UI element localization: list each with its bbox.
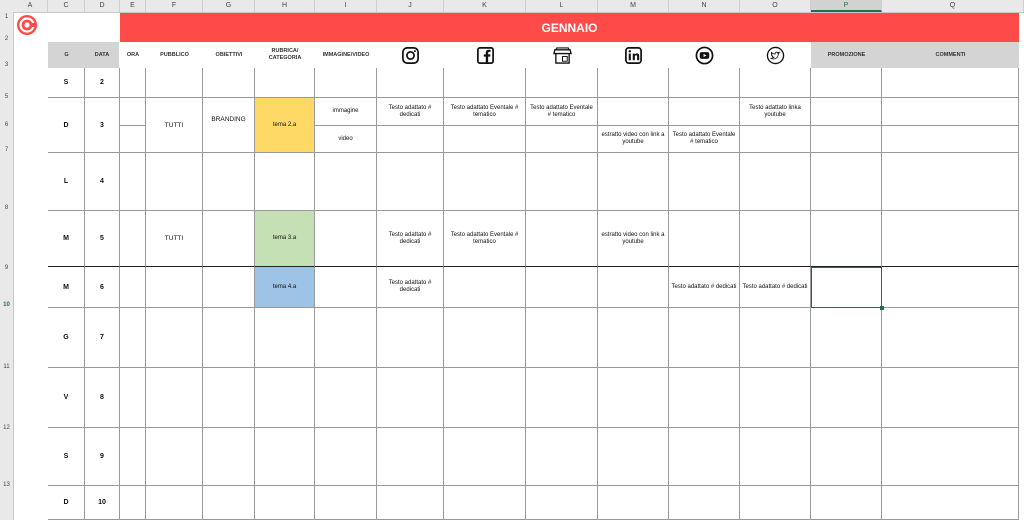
row-6-pubblico[interactable] <box>146 308 203 368</box>
row-9-facebook[interactable] <box>444 486 526 520</box>
row-6-youtube[interactable] <box>669 308 740 368</box>
row-3-linkedin[interactable] <box>598 153 669 211</box>
row-1-promozione[interactable] <box>811 68 882 98</box>
row-2-ora-1[interactable] <box>120 98 146 126</box>
row-9-linkedin[interactable] <box>598 486 669 520</box>
row-6-twitter[interactable] <box>740 308 811 368</box>
row-1-date[interactable]: 2 <box>85 68 120 98</box>
row-8-linkedin[interactable] <box>598 428 669 486</box>
row-1-facebook[interactable] <box>444 68 526 98</box>
row-7-twitter[interactable] <box>740 368 811 428</box>
row-1-rubrica[interactable] <box>255 68 315 98</box>
row-8-day[interactable]: S <box>48 428 85 486</box>
row-2-linkedin-2[interactable]: estratto video con link a youtube <box>598 126 669 153</box>
row-3-promozione[interactable] <box>811 153 882 211</box>
row-3-pubblico[interactable] <box>146 153 203 211</box>
row-3-instagram[interactable] <box>377 153 444 211</box>
row-3-obiettivi[interactable] <box>203 153 255 211</box>
row-7-linkedin[interactable] <box>598 368 669 428</box>
row-1-twitter[interactable] <box>740 68 811 98</box>
row-8-twitter[interactable] <box>740 428 811 486</box>
row-2-date[interactable]: 3 <box>85 98 120 153</box>
column-letter-f[interactable]: F <box>146 0 203 12</box>
column-letter-q[interactable]: Q <box>882 0 1024 12</box>
row-4-day[interactable]: M <box>48 211 85 267</box>
row-4-facebook[interactable]: Testo adattato Eventale # tematico <box>444 211 526 267</box>
row-5-linkedin[interactable] <box>598 267 669 308</box>
row-7-date[interactable]: 8 <box>85 368 120 428</box>
row-3-immagine[interactable] <box>315 153 377 211</box>
row-2-commenti-2[interactable] <box>882 126 1019 153</box>
row-4-google[interactable] <box>526 211 598 267</box>
header-audience[interactable]: PUBBLICO <box>160 51 189 58</box>
row-5-obiettivi[interactable] <box>203 267 255 308</box>
row-9-google[interactable] <box>526 486 598 520</box>
instagram-icon[interactable] <box>377 42 444 68</box>
linkedin-icon[interactable] <box>598 42 669 68</box>
row-5-date[interactable]: 6 <box>85 267 120 308</box>
row-3-date[interactable]: 4 <box>85 153 120 211</box>
row-2-day[interactable]: D <box>48 98 85 153</box>
column-header-bar <box>0 0 1024 13</box>
row-8-ora[interactable] <box>120 428 146 486</box>
row-8-date[interactable]: 9 <box>85 428 120 486</box>
row-7-ora[interactable] <box>120 368 146 428</box>
twitter-icon[interactable] <box>740 42 811 68</box>
row-7-youtube[interactable] <box>669 368 740 428</box>
row-number-6[interactable]: 6 <box>4 122 9 128</box>
column-letter-c[interactable]: C <box>48 0 85 12</box>
header-time[interactable]: ORA <box>126 51 140 58</box>
header-day[interactable]: G <box>48 42 85 68</box>
column-letter-k[interactable]: K <box>444 0 526 12</box>
row-7-facebook[interactable] <box>444 368 526 428</box>
row-4-instagram[interactable]: Testo adattato # dedicati <box>377 211 444 267</box>
column-letter-o[interactable]: O <box>740 0 811 12</box>
row-number-9[interactable]: 9 <box>4 265 9 271</box>
row-6-instagram[interactable] <box>377 308 444 368</box>
column-letter-d[interactable]: D <box>85 0 120 12</box>
row-7-instagram[interactable] <box>377 368 444 428</box>
row-9-rubrica[interactable] <box>255 486 315 520</box>
column-letter-h[interactable]: H <box>255 0 315 12</box>
row-6-day[interactable]: G <box>48 308 85 368</box>
row-4-ora[interactable] <box>120 211 146 267</box>
row-8-instagram[interactable] <box>377 428 444 486</box>
column-letter-l[interactable]: L <box>526 0 598 12</box>
row-9-immagine[interactable] <box>315 486 377 520</box>
row-4-linkedin[interactable]: estratto video con link a youtube <box>598 211 669 267</box>
column-letter-j[interactable]: J <box>377 0 444 12</box>
row-5-google[interactable] <box>526 267 598 308</box>
row-1-day[interactable]: S <box>48 68 85 98</box>
row-6-promozione[interactable] <box>811 308 882 368</box>
row-6-immagine[interactable] <box>315 308 377 368</box>
row-5-facebook[interactable] <box>444 267 526 308</box>
row-1-obiettivi[interactable] <box>203 68 255 98</box>
row-8-youtube[interactable] <box>669 428 740 486</box>
row-6-facebook[interactable] <box>444 308 526 368</box>
header-media[interactable]: IMMAGINE/VIDEO <box>322 51 370 58</box>
row-number-1[interactable]: 1 <box>4 14 9 20</box>
row-number-11[interactable]: 11 <box>3 364 10 370</box>
row-5-commenti[interactable] <box>882 267 1019 308</box>
row-2-instagram-1[interactable]: Testo adattato # dedicati <box>377 98 444 126</box>
row-6-obiettivi[interactable] <box>203 308 255 368</box>
row-number-8[interactable]: 8 <box>4 205 9 211</box>
row-1-google[interactable] <box>526 68 598 98</box>
row-9-youtube[interactable] <box>669 486 740 520</box>
row-6-commenti[interactable] <box>882 308 1019 368</box>
row-9-promozione[interactable] <box>811 486 882 520</box>
row-7-promozione[interactable] <box>811 368 882 428</box>
row-3-rubrica[interactable] <box>255 153 315 211</box>
row-9-date[interactable]: 10 <box>85 486 120 520</box>
column-letter-p[interactable]: P <box>811 0 882 12</box>
row-2-youtube-1[interactable] <box>669 98 740 126</box>
row-4-date[interactable]: 5 <box>85 211 120 267</box>
row-5-category[interactable]: tema 4.a <box>255 267 315 308</box>
column-letter-a[interactable]: A <box>13 0 48 12</box>
row-4-youtube[interactable] <box>669 211 740 267</box>
row-8-pubblico[interactable] <box>146 428 203 486</box>
header-category[interactable]: RUBRICA/ CATEGORIA <box>268 48 302 61</box>
header-objectives[interactable]: OBIETTIVI <box>215 51 243 58</box>
row-1-immagine[interactable] <box>315 68 377 98</box>
row-5-twitter[interactable]: Testo adattato # dedicati <box>740 267 811 308</box>
row-3-google[interactable] <box>526 153 598 211</box>
row-7-obiettivi[interactable] <box>203 368 255 428</box>
row-5-ora[interactable] <box>120 267 146 308</box>
row-9-instagram[interactable] <box>377 486 444 520</box>
youtube-icon[interactable] <box>669 42 740 68</box>
header-promotion[interactable]: PROMOZIONE <box>811 42 882 68</box>
row-5-immagine[interactable] <box>315 267 377 308</box>
row-number-7[interactable]: 7 <box>4 147 9 153</box>
column-letter-e[interactable]: E <box>120 0 146 12</box>
row-8-promozione[interactable] <box>811 428 882 486</box>
row-7-google[interactable] <box>526 368 598 428</box>
row-2-promozione-1[interactable] <box>811 98 882 126</box>
row-9-commenti[interactable] <box>882 486 1019 520</box>
row-5-instagram[interactable]: Testo adattato # dedicati <box>377 267 444 308</box>
row-7-pubblico[interactable] <box>146 368 203 428</box>
row-1-ora[interactable] <box>120 68 146 98</box>
row-2-google-1[interactable]: Testo adattato Eventale # tematico <box>526 98 598 126</box>
row-2-pubblico[interactable]: TUTTI <box>146 98 203 153</box>
row-number-3[interactable]: 3 <box>4 62 9 68</box>
row-9-twitter[interactable] <box>740 486 811 520</box>
row-2-youtube-2[interactable]: Testo adattato Eventale # tematico <box>669 126 740 153</box>
row-4-promozione[interactable] <box>811 211 882 267</box>
row-6-date[interactable]: 7 <box>85 308 120 368</box>
row-5-pubblico[interactable] <box>146 267 203 308</box>
row-4-twitter[interactable] <box>740 211 811 267</box>
row-8-facebook[interactable] <box>444 428 526 486</box>
row-2-google-2[interactable] <box>526 126 598 153</box>
row-number-5[interactable]: 5 <box>4 94 9 100</box>
row-5-youtube[interactable]: Testo adattato # dedicati <box>669 267 740 308</box>
header-date[interactable]: DATA <box>85 42 119 68</box>
row-8-obiettivi[interactable] <box>203 428 255 486</box>
row-2-instagram-2[interactable] <box>377 126 444 153</box>
row-1-linkedin[interactable] <box>598 68 669 98</box>
row-7-rubrica[interactable] <box>255 368 315 428</box>
row-8-commenti[interactable] <box>882 428 1019 486</box>
row-1-pubblico[interactable] <box>146 68 203 98</box>
row-3-day[interactable]: L <box>48 153 85 211</box>
row-2-category[interactable]: tema 2.a <box>255 98 315 153</box>
row-6-ora[interactable] <box>120 308 146 368</box>
row-1-commenti[interactable] <box>882 68 1019 98</box>
column-letter-g[interactable]: G <box>203 0 255 12</box>
row-4-commenti[interactable] <box>882 211 1019 267</box>
row-9-day[interactable]: D <box>48 486 85 520</box>
row-number-2[interactable]: 2 <box>4 36 9 42</box>
row-8-google[interactable] <box>526 428 598 486</box>
row-1-youtube[interactable] <box>669 68 740 98</box>
row-7-day[interactable]: V <box>48 368 85 428</box>
row-2-immagine-1[interactable]: immagine <box>315 98 377 126</box>
row-3-youtube[interactable] <box>669 153 740 211</box>
row-7-commenti[interactable] <box>882 368 1019 428</box>
row-6-google[interactable] <box>526 308 598 368</box>
row-2-linkedin-1[interactable] <box>598 98 669 126</box>
row-number-10[interactable]: 10 <box>3 302 10 308</box>
row-number-13[interactable]: 13 <box>3 482 10 488</box>
row-2-ora-2[interactable] <box>120 126 146 153</box>
column-letter-n[interactable]: N <box>669 0 740 12</box>
row-9-pubblico[interactable] <box>146 486 203 520</box>
row-number-12[interactable]: 12 <box>3 425 10 431</box>
row-4-immagine[interactable] <box>315 211 377 267</box>
header-comments[interactable]: COMMENTI <box>882 42 1019 68</box>
row-2-commenti-1[interactable] <box>882 98 1019 126</box>
row-8-immagine[interactable] <box>315 428 377 486</box>
row-4-category[interactable]: tema 3.a <box>255 211 315 267</box>
row-2-facebook-1[interactable]: Testo adattato Eventale # tematico <box>444 98 526 126</box>
month-banner: GENNAIO <box>120 13 1019 42</box>
selected-cell-cursor <box>811 267 882 308</box>
row-2-twitter-2[interactable] <box>740 126 811 153</box>
row-header-bar <box>0 12 14 520</box>
row-2-facebook-2[interactable] <box>444 126 526 153</box>
row-2-twitter-1[interactable]: Testo adattato linka youtube <box>740 98 811 126</box>
row-3-twitter[interactable] <box>740 153 811 211</box>
column-letter-i[interactable]: I <box>315 0 377 12</box>
row-9-obiettivi[interactable] <box>203 486 255 520</box>
row-5-day[interactable]: M <box>48 267 85 308</box>
facebook-icon[interactable] <box>444 42 526 68</box>
column-letter-m[interactable]: M <box>598 0 669 12</box>
row-4-obiettivi[interactable] <box>203 211 255 267</box>
row-9-ora[interactable] <box>120 486 146 520</box>
row-7-immagine[interactable] <box>315 368 377 428</box>
row-4-pubblico[interactable]: TUTTI <box>146 211 203 267</box>
row-2-immagine-2[interactable]: video <box>315 126 377 153</box>
google-business-icon[interactable] <box>526 42 598 68</box>
row-3-ora[interactable] <box>120 153 146 211</box>
row-2-promozione-2[interactable] <box>811 126 882 153</box>
brand-logo-icon <box>16 14 38 36</box>
row-6-rubrica[interactable] <box>255 308 315 368</box>
row-2-obiettivi[interactable]: BRANDING <box>203 98 255 153</box>
row-1-instagram[interactable] <box>377 68 444 98</box>
row-8-rubrica[interactable] <box>255 428 315 486</box>
row-3-facebook[interactable] <box>444 153 526 211</box>
row-3-commenti[interactable] <box>882 153 1019 211</box>
row-6-linkedin[interactable] <box>598 308 669 368</box>
